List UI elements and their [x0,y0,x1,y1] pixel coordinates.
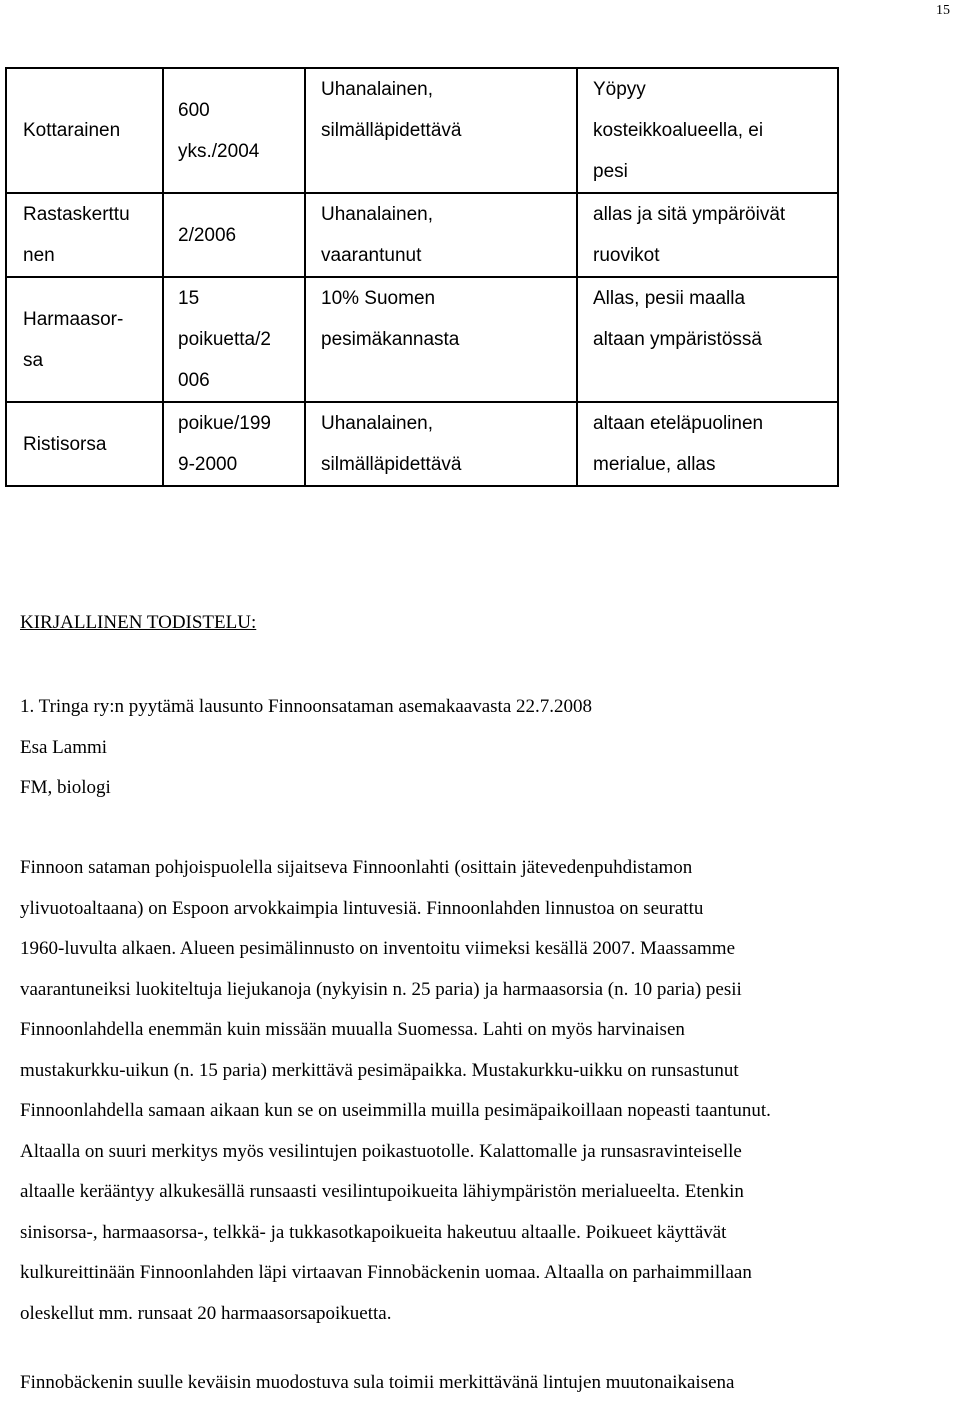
status-value: Uhanalainen, silmälläpidettävä [321,79,462,141]
habitat-value: altaan eteläpuolinen merialue, allas [593,413,764,475]
count-value: 15 poikuetta/2 006 [178,288,271,391]
paragraph-line: Finnoonlahdella enemmän kuin missään muualla Suomessa. Lahti on myös harvinaisen [20,1019,685,1040]
count-value: 600 yks./2004 [178,99,260,162]
species-cell [6,68,163,193]
status-value: Uhanalainen, silmälläpidettävä [321,413,462,475]
count-value: 2/2006 [178,224,237,246]
count-cell [163,68,305,193]
species-name: Rastaskerttu nen [23,204,130,266]
habitat-cell [577,193,838,277]
status-cell [305,68,577,193]
table-row [6,277,838,402]
table-row [6,68,838,193]
table-row [6,402,838,486]
count-cell [163,277,305,402]
status-cell [305,402,577,486]
paragraph-line: vaarantuneiksi luokiteltuja liejukanoja (nykyisin n. 25 paria) ja harmaasorsia (n. 10 paria) pesii [20,978,742,1000]
continuing-paragraph-line: Finnobäckenin suulle keväisin muodostuva sula toimii merkittävänä lintujen muutonaikaisena [20,1372,735,1393]
paragraph-line: Finnoonlahdella samaan aikaan kun se on useimmilla muilla pesimäpaikoillaan nopeasti taantunut. [20,1100,771,1121]
status-value: 10% Suomen pesimäkannasta [321,288,460,350]
habitat-value: allas ja sitä ympäröivät ruovikot [593,204,786,266]
status-value: Uhanalainen, vaarantunut [321,204,433,266]
species-name: Kottarainen [23,120,121,141]
species-name: Ristisorsa [23,433,107,455]
paragraph-line: oleskellut mm. runsaat 20 harmaasorsapoikuetta. [20,1302,392,1324]
paragraph-line: kulkureittinään Finnoonlahden läpi virtaavan Finnobäckenin uomaa. Altaalla on parhaimmillaan [20,1262,752,1283]
paragraph-line: altaalle kerääntyy alkukesällä runsaasti vesilintupoikueita lähiympäristön merialueelta. Etenkin [20,1181,744,1202]
status-cell [305,193,577,277]
habitat-cell [577,277,838,402]
habitat-cell [577,68,838,193]
species-name: Harmaasor- sa [23,308,124,371]
paragraph-line: ylivuotoaltaana) on Espoon arvokkaimpia lintuvesiä. Finnoonlahden linnustoa on seurattu [20,897,704,919]
species-cell [6,277,163,402]
section-heading: KIRJALLINEN TODISTELU: [20,612,257,633]
paragraph-line: mustakurkku-uikun (n. 15 paria) merkittävä pesimäpaikka. Mustakurkku-uikku on runsastunut [20,1059,739,1081]
species-table [5,67,839,487]
status-cell [305,277,577,402]
paragraph-line: 1960-luvulta alkaen. Alueen pesimälinnusto on inventoitu viimeksi kesällä 2007. Maassamme [20,938,736,959]
species-cell [6,402,163,486]
reference-credentials: FM, biologi [20,777,111,798]
paragraph-line: Finnoon sataman pohjoispuolella sijaitseva Finnoonlahti (osittain jätevedenpuhdistamon [20,857,693,878]
reference-title: 1. Tringa ry:n pyytämä lausunto Finnoonsataman asemakaavasta 22.7.2008 [20,696,593,717]
species-cell [6,193,163,277]
habitat-value: Allas, pesii maalla altaan ympäristössä [593,288,762,350]
habitat-cell [577,402,838,486]
paragraph-line: Altaalla on suuri merkitys myös vesilintujen poikastuotolle. Kalattomalle ja runsasravinteiselle [20,1140,742,1162]
body-paragraph [20,848,950,1334]
count-cell [163,193,305,277]
page-number: 15 [936,3,950,18]
reference-block [20,687,592,809]
habitat-value: Yöpyy kosteikkoalueella, ei pesi [593,79,764,182]
table-row [6,193,838,277]
count-cell [163,402,305,486]
reference-author: Esa Lammi [20,736,108,758]
count-value: poikue/199 9-2000 [178,413,271,475]
paragraph-line: sinisorsa-, harmaasorsa-, telkkä- ja tukkasotkapoikueita hakeutuu altaalle. Poikueet käyttävät [20,1221,727,1243]
